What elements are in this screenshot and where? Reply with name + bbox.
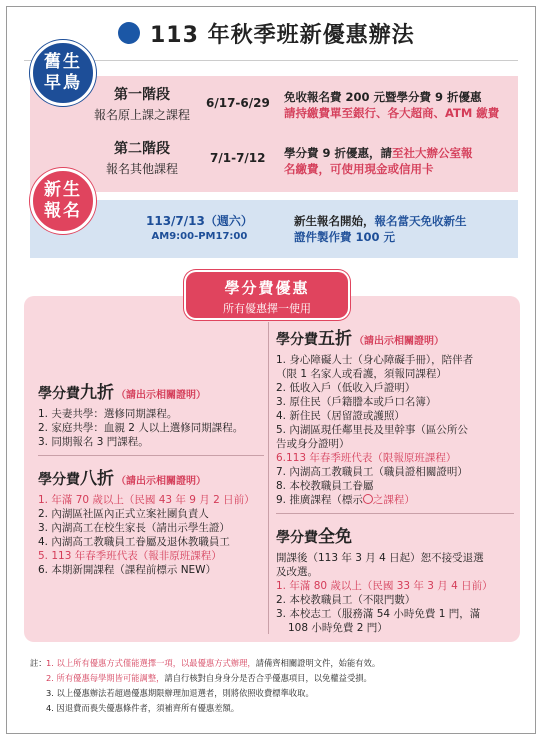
nine-heading: 學分費九折 （請出示相關證明） [38, 383, 206, 403]
new-reg-desc: 新生報名開始，報名當天免收新生 證件製作費 100 元 [294, 214, 467, 244]
page-title: 113 年秋季班新優惠辦法 [150, 23, 415, 48]
list-item: 1. 年滿 70 歲以上（民國 43 年 9 月 2 日前） [38, 494, 255, 506]
list-item: 1. 夫妻共學：選修同期課程。 [38, 408, 178, 420]
list-item: 及改選。 [276, 566, 318, 578]
promo-mark-icon [363, 494, 373, 504]
five-list [276, 353, 514, 507]
list-item: 108 小時免費 2 門） [288, 622, 388, 634]
list-item: 2. 家庭共學：血親 2 人以上選修同期課程。 [38, 422, 244, 434]
footnotes [30, 656, 520, 716]
title-bullet-icon [118, 22, 140, 44]
list-item: 6. 本期新開課程（課程前標示 NEW） [38, 564, 217, 576]
free-heading: 學分費全免 [276, 527, 352, 547]
list-item: 3. 同期報名 3 門課程。 [38, 436, 149, 448]
list-item: 2. 本校教職員工（不限門數） [276, 594, 416, 606]
new-reg-date: 113/7/13（週六） AM9:00-PM17:00 [146, 214, 253, 242]
list-item: 4. 內湖高工教職員工眷屬及退休教職員工 [38, 536, 230, 548]
list-item: 7. 內湖高工教職員工（職員證相關證明） [276, 466, 468, 478]
list-item: 開課後（113 年 3 月 4 日起）恕不接受退選 [276, 552, 484, 564]
stage2-desc: 學分費 9 折優惠，請至社大辦公室報 名繳費，可使用現金或信用卡 [284, 146, 473, 176]
five-heading: 學分費五折 （請出示相關證明） [276, 329, 444, 349]
list-item: 3. 原住民（戶籍謄本或戶口名簿） [276, 396, 437, 408]
list-item: 1. 身心障礙人士（身心障礙手冊），陪伴者 [276, 354, 474, 366]
list-item: 3. 本校志工（服務滿 54 小時免費 1 門，滿 [276, 608, 481, 620]
list-item: 2. 內湖區社區內正式立案社團負責人 [38, 508, 209, 520]
list-item: 2. 低收入戶（低收入戶證明） [276, 382, 416, 394]
footnote-2: 2. 所有優惠每學期皆可能調整，請自行核對自身身分是否合乎優惠項目，以免權益受損。 [46, 673, 372, 683]
new-student-badge: 新生 報名 [30, 168, 96, 234]
eight-heading: 學分費八折 （請出示相關證明） [38, 469, 206, 489]
section-divider [276, 513, 514, 514]
list-item: 5. 113 年春季班代表（報非原班課程） [38, 550, 222, 562]
stage2-date: 7/1-7/12 [210, 151, 266, 165]
discount-badge: 學分費優惠 所有優惠擇一使用 [186, 272, 348, 318]
list-item: 9. 推廣課程（標示 之課程） [276, 494, 415, 506]
eight-list [38, 493, 264, 577]
free-list [276, 551, 514, 635]
column-divider [268, 322, 269, 634]
list-item: 1. 年滿 80 歲以上（民國 33 年 3 月 4 日前） [276, 580, 493, 592]
stage2-label: 第二階段 報名其他課程 [105, 141, 178, 176]
list-item: 告或身分證明） [276, 438, 350, 450]
stage1-desc: 免收報名費 200 元暨學分費 9 折優惠 請持繳費單至銀行、各大超商、ATM 繳費 [284, 90, 500, 120]
right-column [276, 324, 514, 635]
footnote-3: 3. 以上優惠辦法若超過優惠期限辦理加退選者，則將依照收費標準收取。 [46, 688, 314, 698]
early-bird-badge: 舊生 早鳥 [30, 40, 96, 106]
list-item: 6.113 年春季班代表（限報原班課程） [276, 452, 457, 464]
stage1-label: 第一階段 報名原上課之課程 [93, 87, 190, 122]
stage1-date: 6/17-6/29 [206, 96, 270, 110]
footnote-label: 註： [30, 658, 47, 668]
list-item: （限 1 名家人或看護，須報同課程） [276, 368, 447, 380]
list-item: 5. 內湖區現任鄰里長及里幹事（區公所公 [276, 424, 468, 436]
nine-list [38, 407, 264, 449]
footnote-4: 4. 因退費而喪失優惠條件者，須補齊所有優惠差額。 [46, 703, 240, 713]
left-column [38, 378, 264, 577]
list-item: 8. 本校教職員工眷屬 [276, 480, 374, 492]
list-item: 3. 內湖高工在校生家長（請出示學生證） [38, 522, 230, 534]
title-divider [24, 60, 518, 61]
list-item: 4. 新住民（居留證或護照） [276, 410, 405, 422]
section-divider [38, 455, 264, 456]
footnote-1: 1. 以上所有優惠方式僅能選擇一項，以最優惠方式辦理，請備齊相關證明文件，始能有效。 [46, 658, 381, 668]
